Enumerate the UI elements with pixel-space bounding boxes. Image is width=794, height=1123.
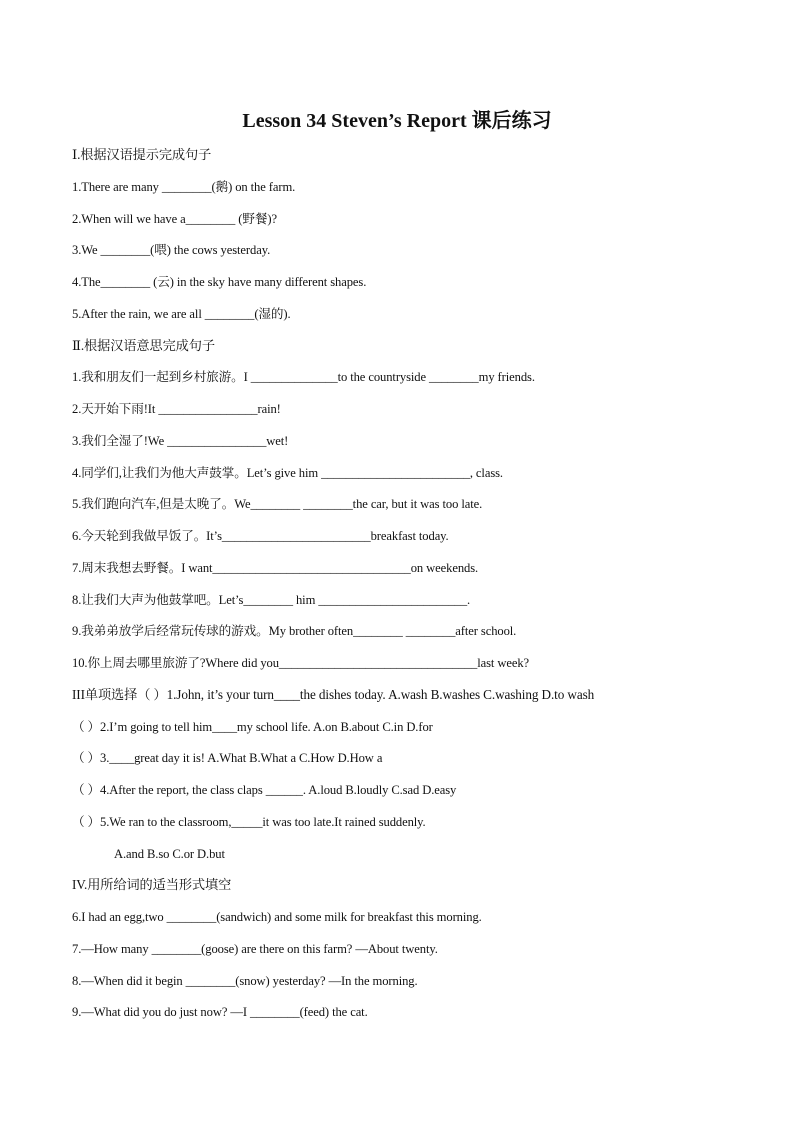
section-heading: IV.用所给词的适当形式填空 bbox=[72, 877, 232, 893]
exercise-item: 5.我们跑向汽车,但是太晚了。We________ ________the car, but it was too late. bbox=[72, 497, 483, 512]
exercise-item: 2.天开始下雨!It ________________rain! bbox=[72, 402, 281, 416]
exercise-item: 4.同学们,让我们为他大声鼓掌。Let’s give him ________________________, class. bbox=[72, 465, 503, 480]
section-heading: Ⅱ.根据汉语意思完成句子 bbox=[72, 337, 215, 353]
exercise-item: （ ）3.____great day it is! A.What B.What a C.How D.How a bbox=[72, 751, 383, 766]
exercise-item: 7.—How many ________(goose) are there on this farm? —About twenty. bbox=[72, 941, 438, 956]
exercise-item: 1.我和朋友们一起到乡村旅游。I ______________to the countryside ________my friends. bbox=[72, 370, 535, 385]
exercise-item: 9.我弟弟放学后经常玩传球的游戏。My brother often________ ________after school. bbox=[72, 624, 517, 639]
section-heading: Ⅰ.根据汉语提示完成句子 bbox=[72, 147, 212, 162]
exercise-item: 8.让我们大声为他鼓掌吧。Let’s________ him ________________________. bbox=[72, 592, 471, 607]
exercise-item: 6.I had an egg,two ________(sandwich) and some milk for breakfast this morning. bbox=[72, 910, 482, 924]
exercise-item: 2.When will we have a________ (野餐)? bbox=[72, 211, 277, 226]
exercise-item: 3.We ________(喂) the cows yesterday. bbox=[72, 243, 271, 258]
document-body bbox=[72, 144, 732, 1033]
answer-options: A.and B.so C.or D.but bbox=[114, 846, 225, 861]
exercise-item: （ ）2.I’m going to tell him____my school life. A.on B.about C.in D.for bbox=[72, 719, 433, 734]
section-heading: III单项选择（ ）1.John, it’s your turn____the dishes today. A.wash B.washes C.washing D.to wash bbox=[72, 686, 595, 702]
page-title: Lesson 34 Steven’s Report 课后练习 bbox=[242, 110, 552, 132]
exercise-item: 5.After the rain, we are all ________(湿的). bbox=[72, 306, 291, 321]
exercise-item: （ ）5.We ran to the classroom,_____it was too late.It rained suddenly. bbox=[72, 814, 426, 829]
exercise-item: 1.There are many ________(鹅) on the farm. bbox=[72, 179, 296, 194]
exercise-item: 6.今天轮到我做早饭了。It’s________________________breakfast today. bbox=[72, 529, 449, 543]
exercise-item: 3.我们全湿了!We ________________wet! bbox=[72, 433, 289, 448]
exercise-item: 10.你上周去哪里旅游了?Where did you________________________________last week? bbox=[72, 656, 530, 670]
exercise-item: （ ）4.After the report, the class claps ______. A.loud B.loudly C.sad D.easy bbox=[72, 783, 457, 797]
exercise-item: 4.The________ (云) in the sky have many different shapes. bbox=[72, 275, 367, 289]
exercise-item: 8.—When did it begin ________(snow) yesterday? —In the morning. bbox=[72, 973, 418, 988]
exercise-item: 9.—What did you do just now? —I ________(feed) the cat. bbox=[72, 1005, 368, 1020]
exercise-item: 7.周末我想去野餐。I want________________________________on weekends. bbox=[72, 560, 479, 575]
